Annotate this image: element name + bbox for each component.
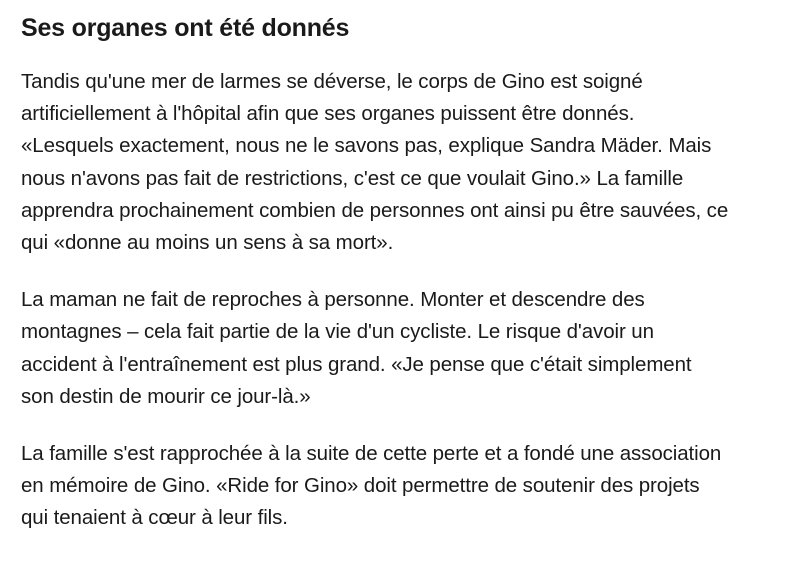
- paragraph-line: apprendra prochainement combien de personnes ont ainsi pu être sauvées, ce: [21, 198, 729, 222]
- paragraph-line: qui tenaient à cœur à leur fils.: [21, 506, 288, 530]
- paragraph-1: [21, 66, 780, 259]
- paragraph-line: «Lesquels exactement, nous ne le savons pas, explique Sandra Mäder. Mais: [21, 134, 712, 158]
- paragraph-line: Tandis qu'une mer de larmes se déverse, le corps de Gino est soigné: [21, 70, 643, 93]
- paragraph-line: La famille s'est rapprochée à la suite de cette perte et a fondé une association: [21, 442, 722, 466]
- paragraph-line: La maman ne fait de reproches à personne. Monter et descendre des: [21, 288, 645, 312]
- paragraph-2: [21, 284, 780, 413]
- paragraph-line: accident à l'entraînement est plus grand. «Je pense que c'était simplement: [21, 352, 692, 376]
- paragraph-line: en mémoire de Gino. «Ride for Gino» doit permettre de soutenir des projets: [21, 474, 700, 498]
- paragraph-line: son destin de mourir ce jour-là.»: [21, 384, 311, 408]
- paragraph-line: qui «donne au moins un sens à sa mort».: [21, 231, 394, 255]
- paragraph-line: nous n'avons pas fait de restrictions, c'est ce que voulait Gino.» La famille: [21, 166, 684, 190]
- section-heading: Ses organes ont été donnés: [21, 14, 350, 42]
- paragraph-3: [21, 438, 780, 535]
- paragraph-line: montagnes – cela fait partie de la vie d'un cycliste. Le risque d'avoir un: [21, 320, 654, 344]
- paragraph-line: artificiellement à l'hôpital afin que ses organes puissent être donnés.: [21, 102, 635, 126]
